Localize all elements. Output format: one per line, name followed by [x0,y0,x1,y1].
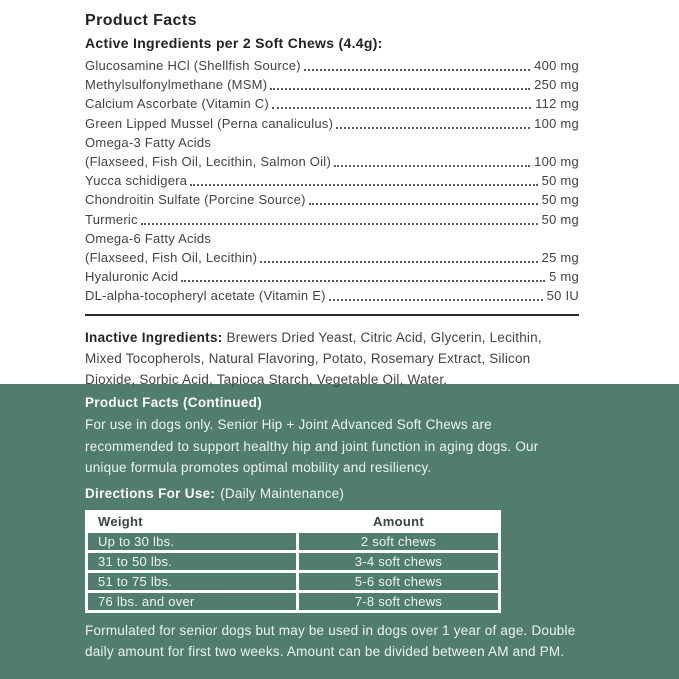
ingredient-amount: 400 mg [534,58,579,73]
dotted-leader [260,248,537,263]
ingredient-row [85,56,579,75]
ingredient-name: Methylsulfonylmethane (MSM) [85,77,268,93]
directions-note: (Daily Maintenance) [220,485,345,501]
dotted-leader [329,286,543,301]
table-row [88,573,498,590]
ingredient-name: Hyaluronic Acid [85,269,179,285]
continued-title: Product Facts (Continued) [85,395,262,410]
weight-cell: 51 to 75 lbs. [88,573,296,590]
ingredient-row [85,210,579,229]
weight-cell: 76 lbs. and over [88,593,296,610]
ingredient-name: Calcium Ascorbate (Vitamin C) [85,96,270,112]
usage-intro-text: For use in dogs only. Senior Hip + Joint Advanced Soft Chews are recommended to support healthy hip and joint function in aging dogs. Our unique formula promotes optimal mobility and resiliency. [85,417,539,476]
inactive-ingredients-text: Brewers Dried Yeast, Citric Acid, Glycerin, Lecithin, Mixed Tocopherols, Natural Flavoring, Potato, Rosemary Extract, Silicon Dioxide, Sorbic Acid, Tapioca Starch, Vegetable Oil, Water. [85,329,542,388]
dosage-table-body [88,533,498,610]
amount-column-header: Amount [299,513,498,530]
ingredient-name: Chondroitin Sulfate (Porcine Source) [85,192,306,208]
ingredient-row [85,75,579,94]
ingredient-name: Yucca schidigera [85,173,188,189]
ingredient-row [85,171,579,190]
ingredient-amount: 5 mg [549,269,579,285]
dotted-leader [190,171,537,186]
ingredient-row [85,114,579,133]
weight-cell: Up to 30 lbs. [88,533,296,550]
dotted-leader [304,56,530,71]
ingredient-row [85,248,579,267]
ingredient-row [85,267,579,286]
amount-cell: 5-6 soft chews [299,573,498,590]
dotted-leader [181,267,545,282]
ingredient-amount: 50 mg [541,173,579,189]
ingredient-name: (Flaxseed, Fish Oil, Lecithin, Salmon Oil) [85,154,332,170]
product-facts-continued-panel [0,384,679,679]
directions-label: Directions For Use: [85,485,216,501]
table-row [88,593,498,610]
product-facts-title: Product Facts [85,12,197,29]
ingredient-row [85,229,579,248]
ingredient-name: Green Lipped Mussel (Perna canaliculus) [85,115,334,131]
ingredient-row [85,286,579,305]
ingredient-name: DL-alpha-tocopheryl acetate (Vitamin E) [85,288,326,304]
table-row [88,553,498,570]
ingredient-row [85,133,579,152]
ingredient-amount: 50 mg [541,211,579,227]
dotted-leader [309,190,538,205]
ingredient-name: (Flaxseed, Fish Oil, Lecithin) [85,250,258,266]
ingredient-row [85,190,579,209]
ingredient-row [85,94,579,113]
ingredient-name: Omega-6 Fatty Acids [85,230,212,246]
ingredient-amount: 112 mg [535,96,579,112]
active-ingredients-heading: Active Ingredients per 2 Soft Chews (4.4g): [85,35,383,51]
weight-column-header: Weight [88,513,296,530]
active-ingredients-list [85,56,579,306]
ingredient-amount: 25 mg [541,250,579,266]
ingredient-row [85,152,579,171]
dotted-leader [270,75,530,90]
ingredient-name: Turmeric [85,211,138,227]
dotted-leader [141,210,538,225]
ingredient-name: Omega-3 Fatty Acids [85,134,212,150]
dosage-footer-text: Formulated for senior dogs but may be used in dogs over 1 year of age. Double daily amount for first two weeks. Amount can be divided between AM and PM. [85,622,576,660]
ingredient-amount: 100 mg [534,154,579,170]
dotted-leader [272,94,531,109]
weight-cell: 31 to 50 lbs. [88,553,296,570]
inactive-ingredients-label: Inactive Ingredients: [85,329,223,345]
directions-line [85,485,579,503]
section-divider [85,314,579,316]
dotted-leader [334,152,530,167]
dosage-table-header [88,513,498,530]
ingredient-amount: 50 IU [546,288,579,304]
table-row [88,533,498,550]
ingredient-amount: 250 mg [534,77,579,93]
ingredient-amount: 100 mg [534,115,579,131]
dosage-table [85,510,501,613]
dotted-leader [336,114,530,129]
amount-cell: 7-8 soft chews [299,593,498,610]
amount-cell: 2 soft chews [299,533,498,550]
ingredient-name: Glucosamine HCl (Shellfish Source) [85,58,301,73]
amount-cell: 3-4 soft chews [299,553,498,570]
ingredient-amount: 50 mg [541,192,579,208]
inactive-ingredients [85,327,579,391]
